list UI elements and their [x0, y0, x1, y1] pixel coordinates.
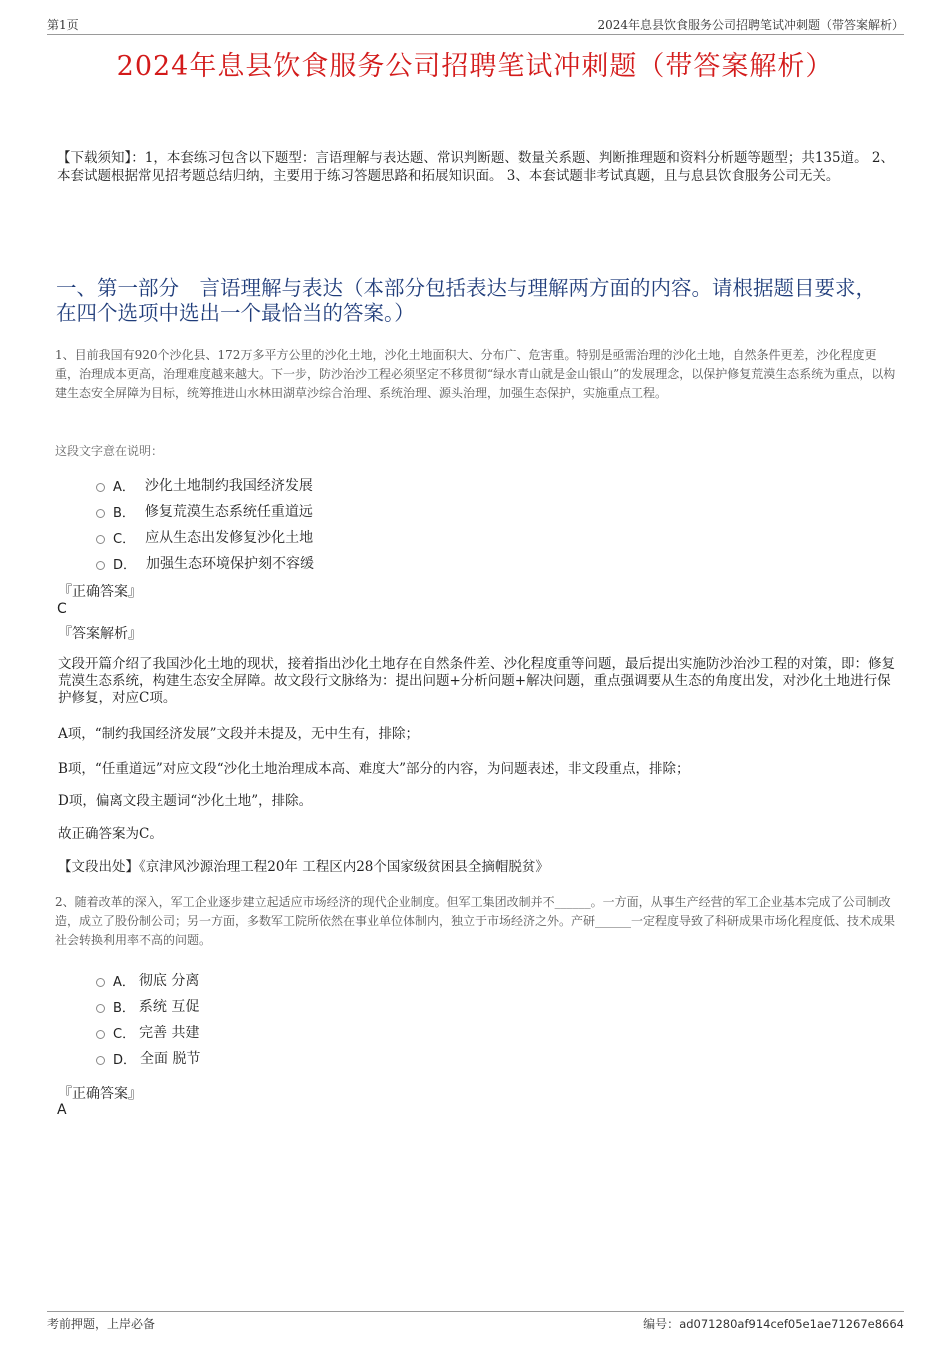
question-1-options	[96, 472, 314, 576]
download-notice: 【下载须知】：1，本套练习包含以下题型：言语理解与表达题、常识判断题、数量关系题、判断推理题和资料分析题等题型；共135道。 2、本套试题根据常见招考题总结归纳，主要用于练习答题思路和拓展知识面。 3、本套试题非考试真题，且与息县饮食服务公司无关。	[57, 150, 894, 184]
analysis-paragraph: 文段开篇介绍了我国沙化土地的现状，接着指出沙化土地存在自然条件差、沙化程度重等问题，最后提出实施防沙治沙工程的对策，即：修复荒漠生态系统，构建生态安全屏障。故文段行文脉络为：提出问题+分析问题+解决问题，重点强调要从生态的角度出发，对沙化土地进行保护修复，对应C项。	[58, 656, 895, 706]
header-doc-title: 2024年息县饮食服务公司招聘笔试冲刺题（带答案解析）	[597, 18, 904, 32]
radio-icon[interactable]	[96, 535, 105, 544]
analysis-paragraph: A项，“制约我国经济发展”文段并未提及，无中生有，排除；	[58, 726, 420, 742]
radio-icon[interactable]	[96, 1030, 105, 1039]
option-b[interactable]: B． 修复荒漠生态系统任重道远	[96, 498, 314, 524]
option-c[interactable]: C． 完善 共建	[96, 1019, 200, 1045]
option-d[interactable]: D． 加强生态环境保护刻不容缓	[96, 550, 314, 576]
radio-icon[interactable]	[96, 978, 105, 987]
option-b[interactable]: B． 系统 互促	[96, 993, 200, 1019]
analysis-paragraph: 故正确答案为C。	[58, 826, 163, 842]
question-2-text: 2、随着改革的深入，军工企业逐步建立起适应市场经济的现代企业制度。但军工集团改制并不______。一方面，从事生产经营的军工企业基本完成了公司制改造，成立了股份制公司；另一方面，多数军工院所依然在事业单位体制内，独立于市场经济之外。产研______一定程度导致了科研成果市场化程度低、技术成果社会转换利用率不高的问题。	[55, 895, 896, 947]
option-a[interactable]: A． 彻底 分离	[96, 967, 200, 993]
page-title: 2024年息县饮食服务公司招聘笔试冲刺题（带答案解析）	[116, 51, 834, 82]
question-2-options	[96, 967, 200, 1071]
correct-answer-label: 『正确答案』	[58, 584, 142, 600]
document-code: 编号：ad071280af914cef05e1ae71267e8664	[643, 1317, 904, 1331]
radio-icon[interactable]	[96, 483, 105, 492]
correct-answer: A	[57, 1102, 67, 1118]
radio-icon[interactable]	[96, 509, 105, 518]
radio-icon[interactable]	[96, 1056, 105, 1065]
option-c[interactable]: C． 应从生态出发修复沙化土地	[96, 524, 314, 550]
question-1-text: 1、目前我国有920个沙化县、172万多平方公里的沙化土地，沙化土地面积大、分布广、危害重。特别是亟需治理的沙化土地，自然条件更差，沙化程度更重，治理成本更高，治理难度越来越大。下一步，防沙治沙工程必须坚定不移贯彻“绿水青山就是金山银山”的发展理念，以保护修复荒漠生态系统为重点，以构建生态安全屏障为目标，统筹推进山水林田湖草沙综合治理、系统治理、源头治理，加强生态保护，实施重点工程。	[55, 348, 896, 400]
question-1-prompt: 这段文字意在说明：	[55, 444, 164, 458]
correct-answer: C	[57, 601, 67, 617]
source-citation: 【文段出处】《京津风沙源治理工程20年 工程区内28个国家级贫困县全摘帽脱贫》	[58, 859, 549, 875]
section-title: 一、第一部分 言语理解与表达（本部分包括表达与理解两方面的内容。请根据题目要求，在四个选项中选出一个最恰当的答案。）	[56, 276, 876, 325]
page-number: 第1页	[47, 18, 79, 32]
option-d[interactable]: D． 全面 脱节	[96, 1045, 200, 1071]
analysis-paragraph: D项，偏离文段主题词“沙化土地”，排除。	[58, 793, 313, 809]
page-footer	[47, 1311, 904, 1334]
footer-slogan: 考前押题，上岸必备	[47, 1317, 156, 1331]
option-a[interactable]: A． 沙化土地制约我国经济发展	[96, 472, 314, 498]
analysis-paragraph: B项，“任重道远”对应文段“沙化土地治理成本高、难度大”部分的内容，为问题表述，非文段重点，排除；	[58, 761, 690, 777]
correct-answer-label: 『正确答案』	[58, 1086, 142, 1102]
radio-icon[interactable]	[96, 1004, 105, 1013]
page-header	[47, 14, 904, 35]
radio-icon[interactable]	[96, 561, 105, 570]
analysis-label: 『答案解析』	[58, 626, 142, 642]
